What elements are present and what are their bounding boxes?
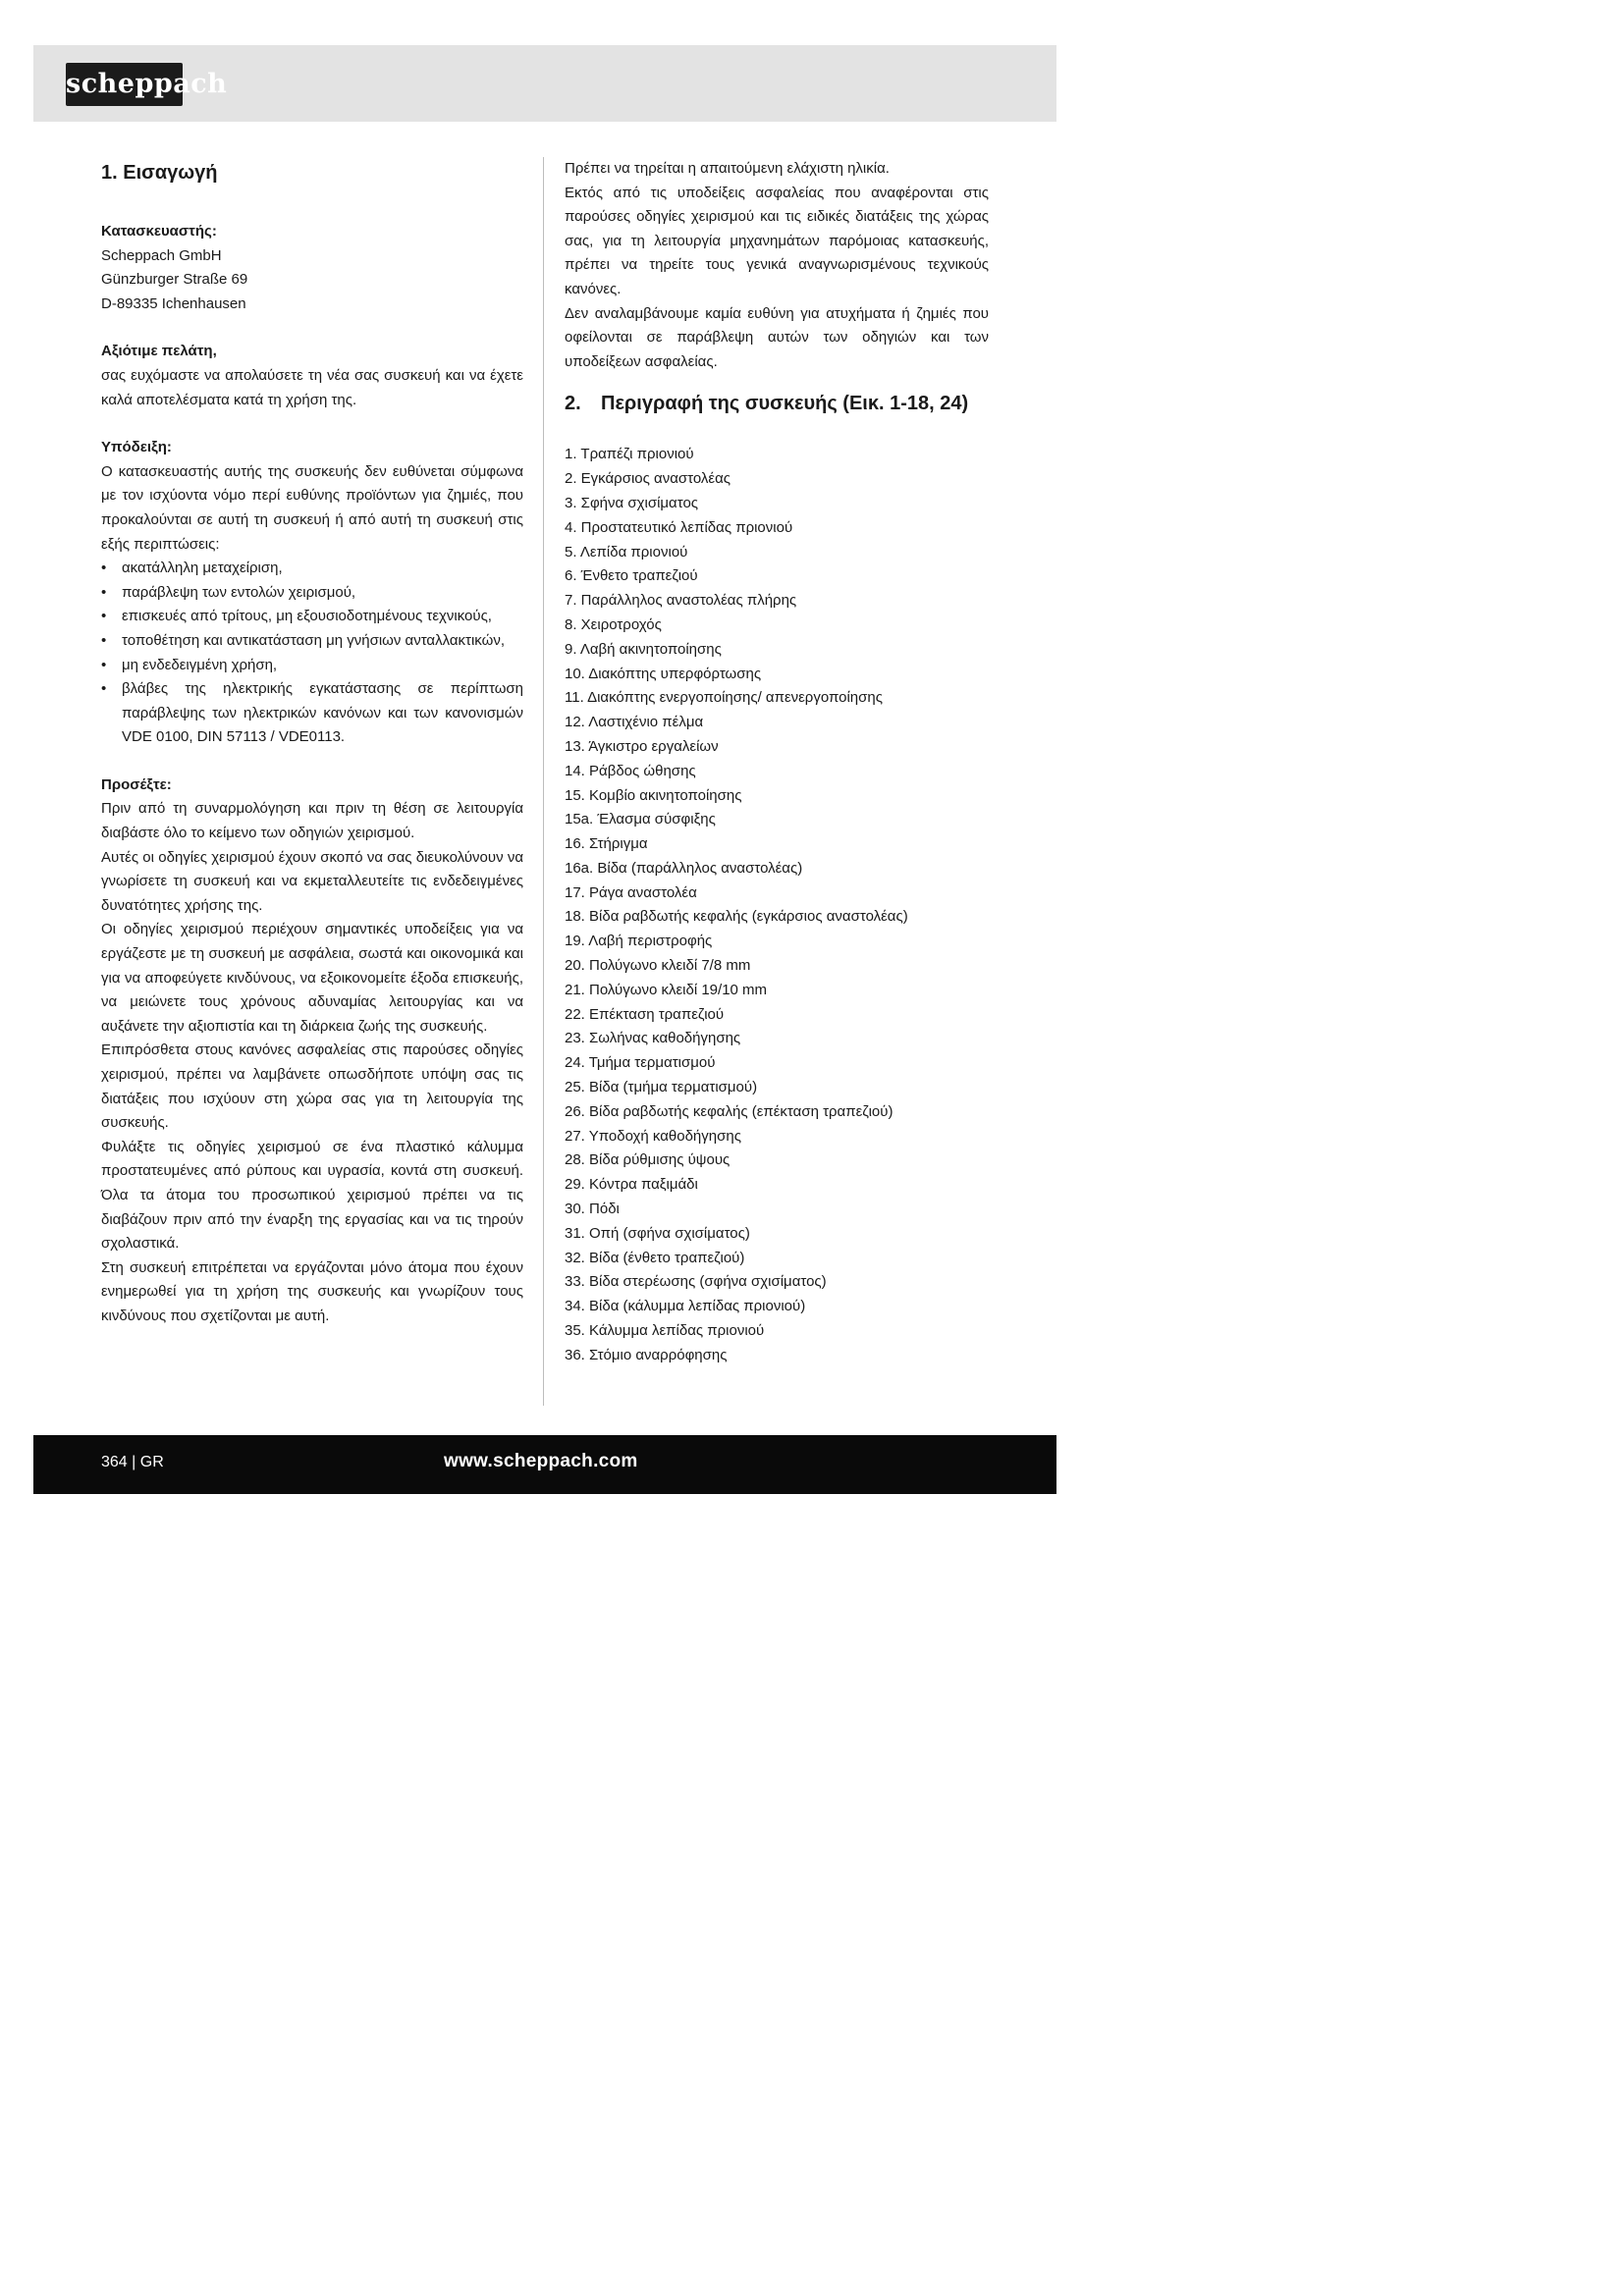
list-item: 16. Στήριγμα [565, 835, 648, 853]
list-item: 9. Λαβή ακινητοποίησης [565, 640, 722, 658]
list-item: 18. Βίδα ραβδωτής κεφαλής (εγκάρσιος αναστολέας) [565, 908, 908, 926]
list-item: 16a. Βίδα (παράλληλος αναστολέας) [565, 859, 803, 877]
list-item: • παράβλεψη των εντολών χειρισμού, [101, 581, 523, 606]
customer-text: σας ευχόμαστε να απολαύσετε τη νέα σας συσκευή και να έχετε καλά αποτελέσματα κατά τη χρήση της. [101, 366, 523, 408]
column-divider [543, 157, 544, 1406]
list-item: 7. Παράλληλος αναστολέας πλήρης [565, 592, 797, 610]
list-item: 13. Άγκιστρο εργαλείων [565, 737, 719, 755]
list-item: • ακατάλληλη μεταχείριση, [101, 557, 523, 581]
list-item: 3. Σφήνα σχισίματος [565, 494, 699, 511]
manufacturer-line: Günzburger Straße 69 [101, 271, 248, 289]
attention-label: Προσέξτε: [101, 775, 172, 793]
list-item: 33. Βίδα στερέωσης (σφήνα σχισίματος) [565, 1273, 827, 1291]
body-paragraph: Πρέπει να τηρείται η απαιτούμενη ελάχιστη ηλικία. [565, 160, 890, 177]
body-paragraph: Εκτός από τις υποδείξεις ασφαλείας που αναφέρονται στις παρούσες οδηγίες χειρισμού και τις ειδικές διατάξεις της χώρας σας, για τη λειτουργία μηχανημάτων παρόμοιας κατασκευής, πρέπει να τηρείτε τους γενικά αναγνωρισμένους τεχνικούς κανόνες. [565, 184, 989, 297]
parts-list [565, 443, 989, 1367]
page-number: 364 | GR [101, 1454, 164, 1470]
list-item: 5. Λεπίδα πριονιού [565, 543, 688, 561]
list-item: 36. Στόμιο αναρρόφησης [565, 1346, 728, 1363]
manufacturer-line: Scheppach GmbH [101, 246, 222, 264]
list-item: 17. Ράγα αναστολέα [565, 883, 697, 901]
list-item: • βλάβες της ηλεκτρικής εγκατάστασης σε περίπτωση παράβλεψης των ηλεκτρικών κανόνων και των κανονισμών VDE 0100, DIN 57113 / VDE0113. [101, 677, 523, 750]
list-item: 15. Κομβίο ακινητοποίησης [565, 786, 742, 804]
attention-paragraph: Επιπρόσθετα στους κανόνες ασφαλείας στις παρούσες οδηγίες χειρισμού, πρέπει να λαμβάνετε οπωσδήποτε υπόψη σας τις διατάξεις που ισχύουν στη χώρα σας για τη λειτουργία της συσκευής. [101, 1041, 523, 1132]
section-2-title: Περιγραφή της συσκευής (Εικ. 1-18, 24) [601, 393, 969, 415]
list-item: 1. Τραπέζι πριονιού [565, 446, 694, 463]
website-link[interactable]: www.scheppach.com [444, 1451, 638, 1471]
list-item: 23. Σωλήνας καθοδήγησης [565, 1030, 741, 1047]
note-bullet-list [101, 557, 523, 750]
list-item: 30. Πόδι [565, 1201, 620, 1218]
list-item: 19. Λαβή περιστροφής [565, 933, 713, 950]
body-paragraph: Δεν αναλαμβάνουμε καμία ευθύνη για ατυχήματα ή ζημιές που οφείλονται σε παράβλεψη αυτών των οδηγιών και των υποδείξεων ασφαλείας. [565, 304, 989, 370]
list-item: 10. Διακόπτης υπερφόρτωσης [565, 665, 762, 682]
list-item: • επισκευές από τρίτους, μη εξουσιοδοτημένους τεχνικούς, [101, 605, 523, 629]
list-item: 24. Τμήμα τερματισμού [565, 1054, 716, 1072]
list-item: 2. Εγκάρσιος αναστολέας [565, 470, 731, 488]
note-label: Υπόδειξη: [101, 439, 172, 456]
list-item: 8. Χειροτροχός [565, 615, 662, 633]
left-column [101, 157, 523, 1329]
manufacturer-label: Κατασκευαστής: [101, 223, 217, 240]
list-item: 11. Διακόπτης ενεργοποίησης/ απενεργοποίησης [565, 689, 883, 707]
intro-heading: 1. Εισαγωγή [101, 162, 218, 184]
attention-paragraph: Οι οδηγίες χειρισμού περιέχουν σημαντικές υποδείξεις για να εργάζεστε με τη συσκευή με ασφάλεια, σωστά και οικονομικά και για να αποφεύγετε κινδύνους, να εξοικονομείτε έξοδα επισκευής, να μειώνετε τους χρόνους αδυναμίας λειτουργίας και να αυξάνετε την αξιοπιστία και τη διάρκεια ζωής της συσκευής. [101, 921, 523, 1035]
scheppach-logo: scheppach [66, 63, 183, 106]
list-item: 15a. Έλασμα σύσφιξης [565, 811, 716, 828]
list-item: 29. Κόντρα παξιμάδι [565, 1176, 698, 1194]
section-2-heading [565, 390, 989, 417]
list-item: 21. Πολύγωνο κλειδί 19/10 mm [565, 981, 768, 998]
list-item: 31. Οπή (σφήνα σχισίματος) [565, 1224, 750, 1242]
list-item: • τοποθέτηση και αντικατάσταση μη γνήσιων ανταλλακτικών, [101, 629, 523, 654]
list-item: 35. Κάλυμμα λεπίδας πριονιού [565, 1322, 765, 1340]
list-item: 28. Βίδα ρύθμισης ύψους [565, 1151, 731, 1169]
list-item: 32. Βίδα (ένθετο τραπεζιού) [565, 1249, 745, 1266]
list-item: 22. Επέκταση τραπεζιού [565, 1005, 725, 1023]
customer-label: Αξιότιμε πελάτη, [101, 343, 217, 360]
list-item: 12. Λαστιχένιο πέλμα [565, 714, 704, 731]
list-item: 27. Υποδοχή καθοδήγησης [565, 1127, 741, 1145]
right-column [565, 157, 989, 1368]
section-2-number: 2. [565, 393, 581, 415]
list-item: 26. Βίδα ραβδωτής κεφαλής (επέκταση τραπεζιού) [565, 1102, 893, 1120]
note-text: Ο κατασκευαστής αυτής της συσκευής δεν ευθύνεται σύμφωνα με τον ισχύοντα νόμο περί ευθύνης προϊόντων για ζημιές, που προκαλούνται σε αυτή τη συσκευή ή από αυτή τη συσκευή στις εξής περιπτώσεις: [101, 462, 523, 553]
list-item: 25. Βίδα (τμήμα τερματισμού) [565, 1079, 758, 1096]
footer-bar [33, 1435, 1056, 1494]
attention-paragraph: Φυλάξτε τις οδηγίες χειρισμού σε ένα πλαστικό κάλυμμα προστατευμένες από ρύπους και υγρασία, κοντά στη συσκευή. Όλα τα άτομα του προσωπικού χειρισμού πρέπει να τις διαβάζουν πριν από την έναρξη της εργασίας και να τις τηρούν σχολαστικά. [101, 1138, 523, 1253]
list-item: 34. Βίδα (κάλυμμα λεπίδας πριονιού) [565, 1298, 806, 1315]
attention-paragraph: Πριν από τη συναρμολόγηση και πριν τη θέση σε λειτουργία διαβάστε όλο το κείμενο των οδηγιών χειρισμού. [101, 800, 523, 842]
attention-paragraph: Αυτές οι οδηγίες χειρισμού έχουν σκοπό να σας διευκολύνουν να γνωρίσετε τη συσκευή και να εκμεταλλευτείτε τις ενδεδειγμένες δυνατότητες χρήσης της. [101, 848, 523, 914]
attention-paragraph: Στη συσκευή επιτρέπεται να εργάζονται μόνο άτομα που έχουν ενημερωθεί για τη χρήση της συσκευής και γνωρίζουν τους κινδύνους που σχετίζονται με αυτή. [101, 1258, 523, 1324]
list-item: • μη ενδεδειγμένη χρήση, [101, 654, 523, 678]
list-item: 20. Πολύγωνο κλειδί 7/8 mm [565, 957, 751, 975]
manufacturer-line: D-89335 Ichenhausen [101, 294, 246, 312]
list-item: 6. Ένθετο τραπεζιού [565, 567, 698, 585]
list-item: 14. Ράβδος ώθησης [565, 762, 696, 779]
list-item: 4. Προστατευτικό λεπίδας πριονιού [565, 518, 793, 536]
